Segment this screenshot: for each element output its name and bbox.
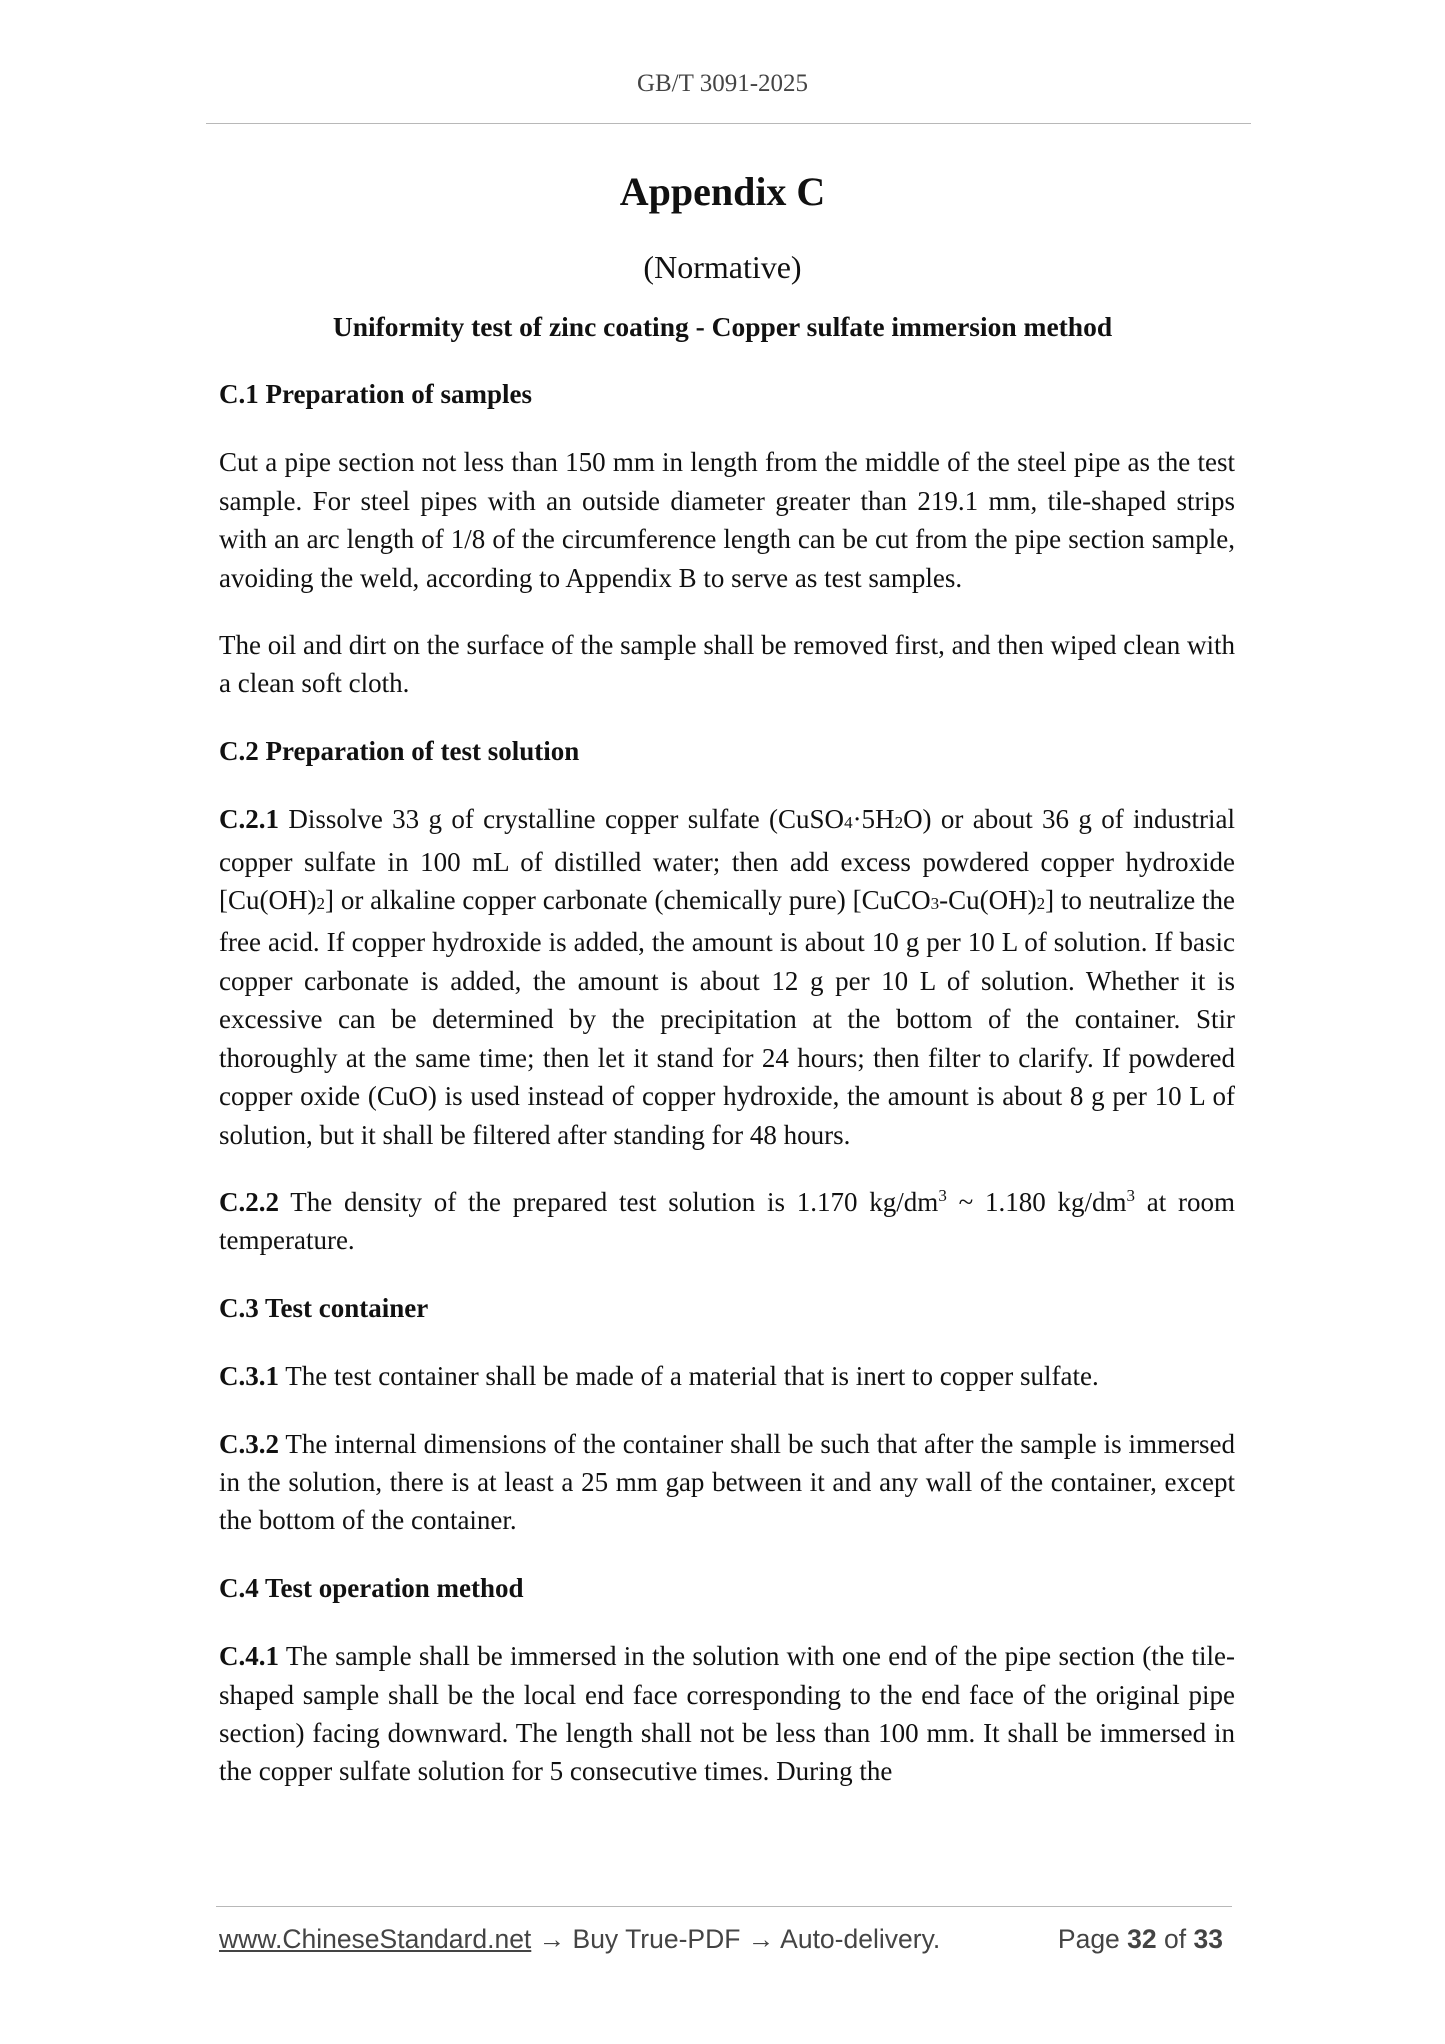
clause-text: -Cu(OH): [939, 885, 1037, 916]
section-heading-c4: C.4 Test operation method: [219, 1572, 524, 1603]
paragraph-c2-2: [219, 1183, 1235, 1260]
paragraph-c1-cleaning: The oil and dirt on the surface of the sample shall be removed first, and then wiped clean with a clean soft cloth.: [219, 630, 1235, 699]
superscript: 3: [1126, 1185, 1135, 1205]
standard-id-header: GB/T 3091-2025: [636, 70, 809, 97]
paragraph-c4-1: [219, 1637, 1235, 1791]
clause-text: ] to neutralize the free acid. If copper hydroxide is added, the amount is about 10 g per 10 L of solution. If basic copper carbonate is added, the amount is about 12 g per 10 L of solution. Whether it is excessive can be determined by the precipitation at the bottom of the container. Stir thoroughly at the same time; then let it stand for 24 hours; then filter to clarify. If powdered copper oxide (CuO) is used instead of copper hydroxide, the amount is about 8 g per 10 L of solution, but it shall be filtered after standing for 48 hours.: [219, 885, 1235, 1150]
clause-text: Dissolve 33 g of crystalline copper sulfate (CuSO: [279, 804, 845, 835]
section-heading-c1: C.1 Preparation of samples: [219, 379, 532, 409]
superscript: 3: [938, 1185, 947, 1205]
clause-number: C.3.1: [219, 1361, 279, 1392]
paragraph-c3-1: [219, 1357, 1235, 1395]
paragraph-c1-samples: Cut a pipe section not less than 150 mm in length from the middle of the steel pipe as the test sample. For steel pipes with an outside diameter greater than 219.1 mm, tile-shaped strips with an arc length of 1/8 of the circumference length can be cut from the pipe section sample, avoiding the weld, according to Appendix B to serve as test samples.: [219, 447, 1235, 593]
footer-divider: [216, 1906, 1232, 1907]
appendix-heading: Uniformity test of zinc coating - Copper sulfate immersion method: [332, 311, 1113, 342]
subscript: 3: [930, 894, 940, 914]
document-body: [219, 375, 1235, 1820]
subscript: 2: [316, 894, 325, 914]
page-footer: [219, 1924, 1231, 1955]
appendix-title: Appendix C: [619, 169, 826, 214]
clause-text: ·5H: [852, 804, 895, 835]
clause-number: C.3.2: [219, 1428, 279, 1459]
clause-text: The density of the prepared test solution is 1.170 kg/dm: [279, 1186, 939, 1217]
of-label: of: [1164, 1924, 1187, 1954]
appendix-subtitle: (Normative): [643, 249, 802, 285]
clause-text: ] or alkaline copper carbonate (chemically pure) [CuCO: [324, 885, 931, 916]
subscript: 2: [894, 813, 904, 833]
clause-text: The test container shall be made of a material that is inert to copper sulfate.: [279, 1361, 1099, 1392]
page-indicator: [1058, 1924, 1223, 1955]
section-heading-c2: C.2 Preparation of test solution: [219, 735, 580, 766]
clause-text: The internal dimensions of the container shall be such that after the sample is immersed in the solution, there is at least a 25 mm gap between it and any wall of the container, except the bottom of the container.: [219, 1428, 1235, 1536]
website-link[interactable]: www.ChineseStandard.net: [219, 1924, 532, 1954]
subscript: 4: [844, 813, 853, 833]
header-divider: [206, 123, 1251, 124]
clause-number: C.2.1: [219, 804, 279, 835]
page-total: 33: [1193, 1924, 1223, 1954]
subscript: 2: [1036, 894, 1046, 914]
clause-text: ~ 1.180 kg/dm: [946, 1186, 1127, 1217]
clause-number: C.2.2: [219, 1186, 279, 1217]
footer-tagline: → Buy True-PDF → Auto-delivery.: [531, 1924, 941, 1954]
page-label: Page: [1057, 1924, 1120, 1954]
clause-number: C.4.1: [219, 1641, 279, 1672]
clause-text: O) or about 36 g of industrial copper sulfate in 100 mL of distilled water; then add excess powdered copper hydroxide [Cu(OH): [219, 804, 1236, 916]
section-heading-c3: C.3 Test container: [219, 1292, 429, 1323]
paragraph-c3-2: [219, 1425, 1235, 1540]
page-current: 32: [1127, 1924, 1157, 1954]
paragraph-c2-1: [219, 800, 1235, 1154]
clause-text: The sample shall be immersed in the solution with one end of the pipe section (the tile-shaped sample shall be the local end face corresponding to the end face of the original pipe section) facing downward. The length shall not be less than 100 mm. It shall be immersed in the copper sulfate solution for 5 consecutive times. During the: [219, 1641, 1235, 1787]
clause-text: at room temperature.: [219, 1186, 1235, 1256]
